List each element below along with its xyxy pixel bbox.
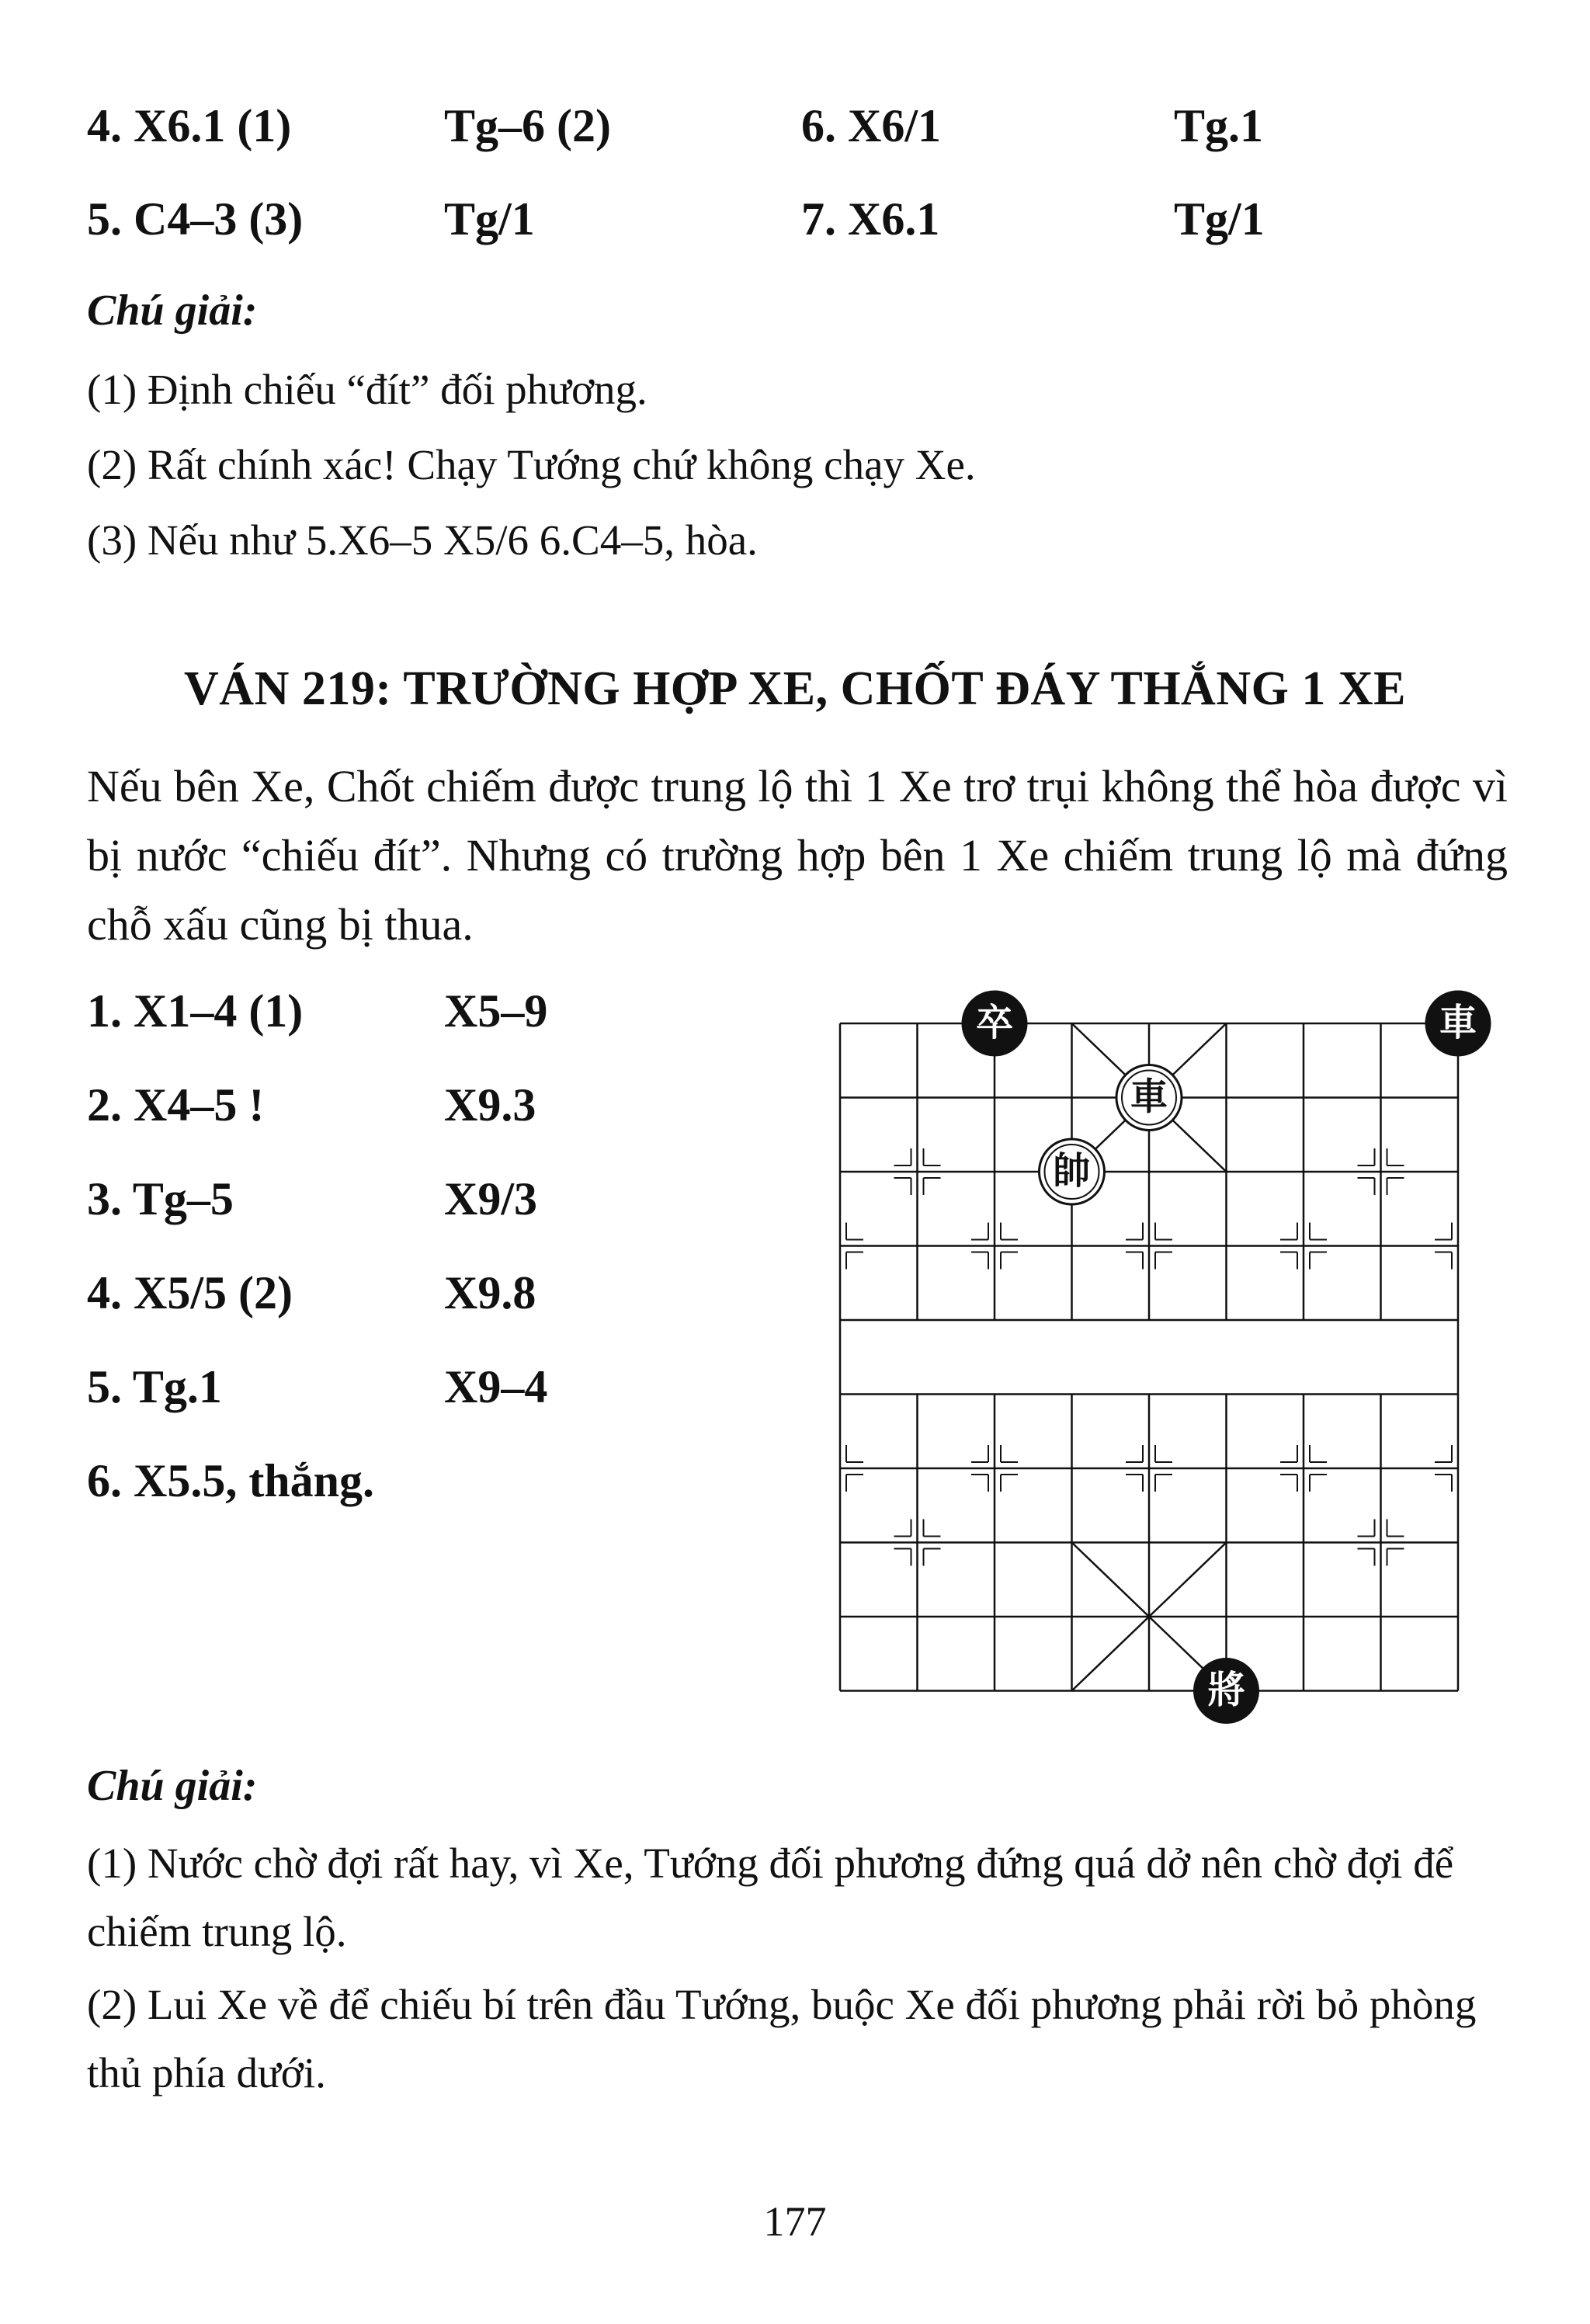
move-cell: X9/3 <box>444 1173 537 1225</box>
move-cell: X9.3 <box>444 1079 536 1131</box>
move-cell: Tg/1 <box>1174 193 1265 245</box>
move-cell: 7. X6.1 <box>801 193 940 245</box>
move-cell: 4. X5/5 (2) <box>87 1267 293 1318</box>
move-cell: 4. X6.1 (1) <box>87 100 292 151</box>
note-item: (3) Nếu như 5.X6–5 X5/6 6.C4–5, hòa. <box>87 516 758 564</box>
move-cell: 6. X5.5, thắng. <box>87 1455 375 1506</box>
move-cell: X5–9 <box>444 985 548 1037</box>
red-piece <box>1040 1139 1105 1204</box>
note-item: (2) Rất chính xác! Chạy Tướng chứ không chạy Xe. <box>87 441 976 488</box>
piece-label: 帥 <box>1053 1149 1091 1193</box>
move-cell: Tg–6 (2) <box>444 100 611 151</box>
black-piece <box>1194 1659 1259 1724</box>
xiangqi-board-diagram <box>823 977 1522 1738</box>
black-piece <box>1425 991 1491 1056</box>
black-piece <box>962 991 1027 1056</box>
move-cell: 2. X4–5 ! <box>87 1079 265 1131</box>
piece-label: 車 <box>1130 1075 1168 1119</box>
note-item: (1) Nước chờ đợi rất hay, vì Xe, Tướng đối phương đứng quá dở nên chờ đợi để chiếm trung lộ. <box>87 1839 1454 1955</box>
move-cell: Tg.1 <box>1174 100 1264 151</box>
page-number: 177 <box>763 2198 827 2245</box>
section-heading: VÁN 219: TRƯỜNG HỢP XE, CHỐT ĐÁY THẮNG 1 XE <box>184 662 1406 715</box>
move-cell: 1. X1–4 (1) <box>87 985 304 1037</box>
note-item: (2) Lui Xe về để chiếu bí trên đầu Tướng, buộc Xe đối phương phải rời bỏ phòng thủ phía dưới. <box>87 1981 1477 2096</box>
move-cell: 5. C4–3 (3) <box>87 193 304 245</box>
red-piece <box>1116 1065 1182 1131</box>
move-cell: X9.8 <box>444 1267 536 1318</box>
move-cell: X9–4 <box>444 1361 548 1412</box>
piece-label: 車 <box>1439 1001 1477 1044</box>
piece-label: 將 <box>1207 1668 1245 1712</box>
move-cell: 5. Tg.1 <box>87 1361 222 1412</box>
notes-title: Chú giải: <box>87 287 258 335</box>
move-cell: 6. X6/1 <box>801 100 941 151</box>
move-cell: 3. Tg–5 <box>87 1173 234 1225</box>
piece-label: 卒 <box>975 1001 1014 1044</box>
note-item: (1) Định chiếu “đít” đối phương. <box>87 366 647 413</box>
section-paragraph: Nếu bên Xe, Chốt chiếm được trung lộ thì 1 Xe trơ trụi không thể hòa được vì bị nước “chiếu đít”. Nhưng có trường hợp bên 1 Xe chiếm trung lộ mà đứng chỗ xấu cũng bị thua. <box>87 761 1508 950</box>
move-cell: Tg/1 <box>444 193 535 245</box>
notes-title: Chú giải: <box>87 1762 258 1810</box>
